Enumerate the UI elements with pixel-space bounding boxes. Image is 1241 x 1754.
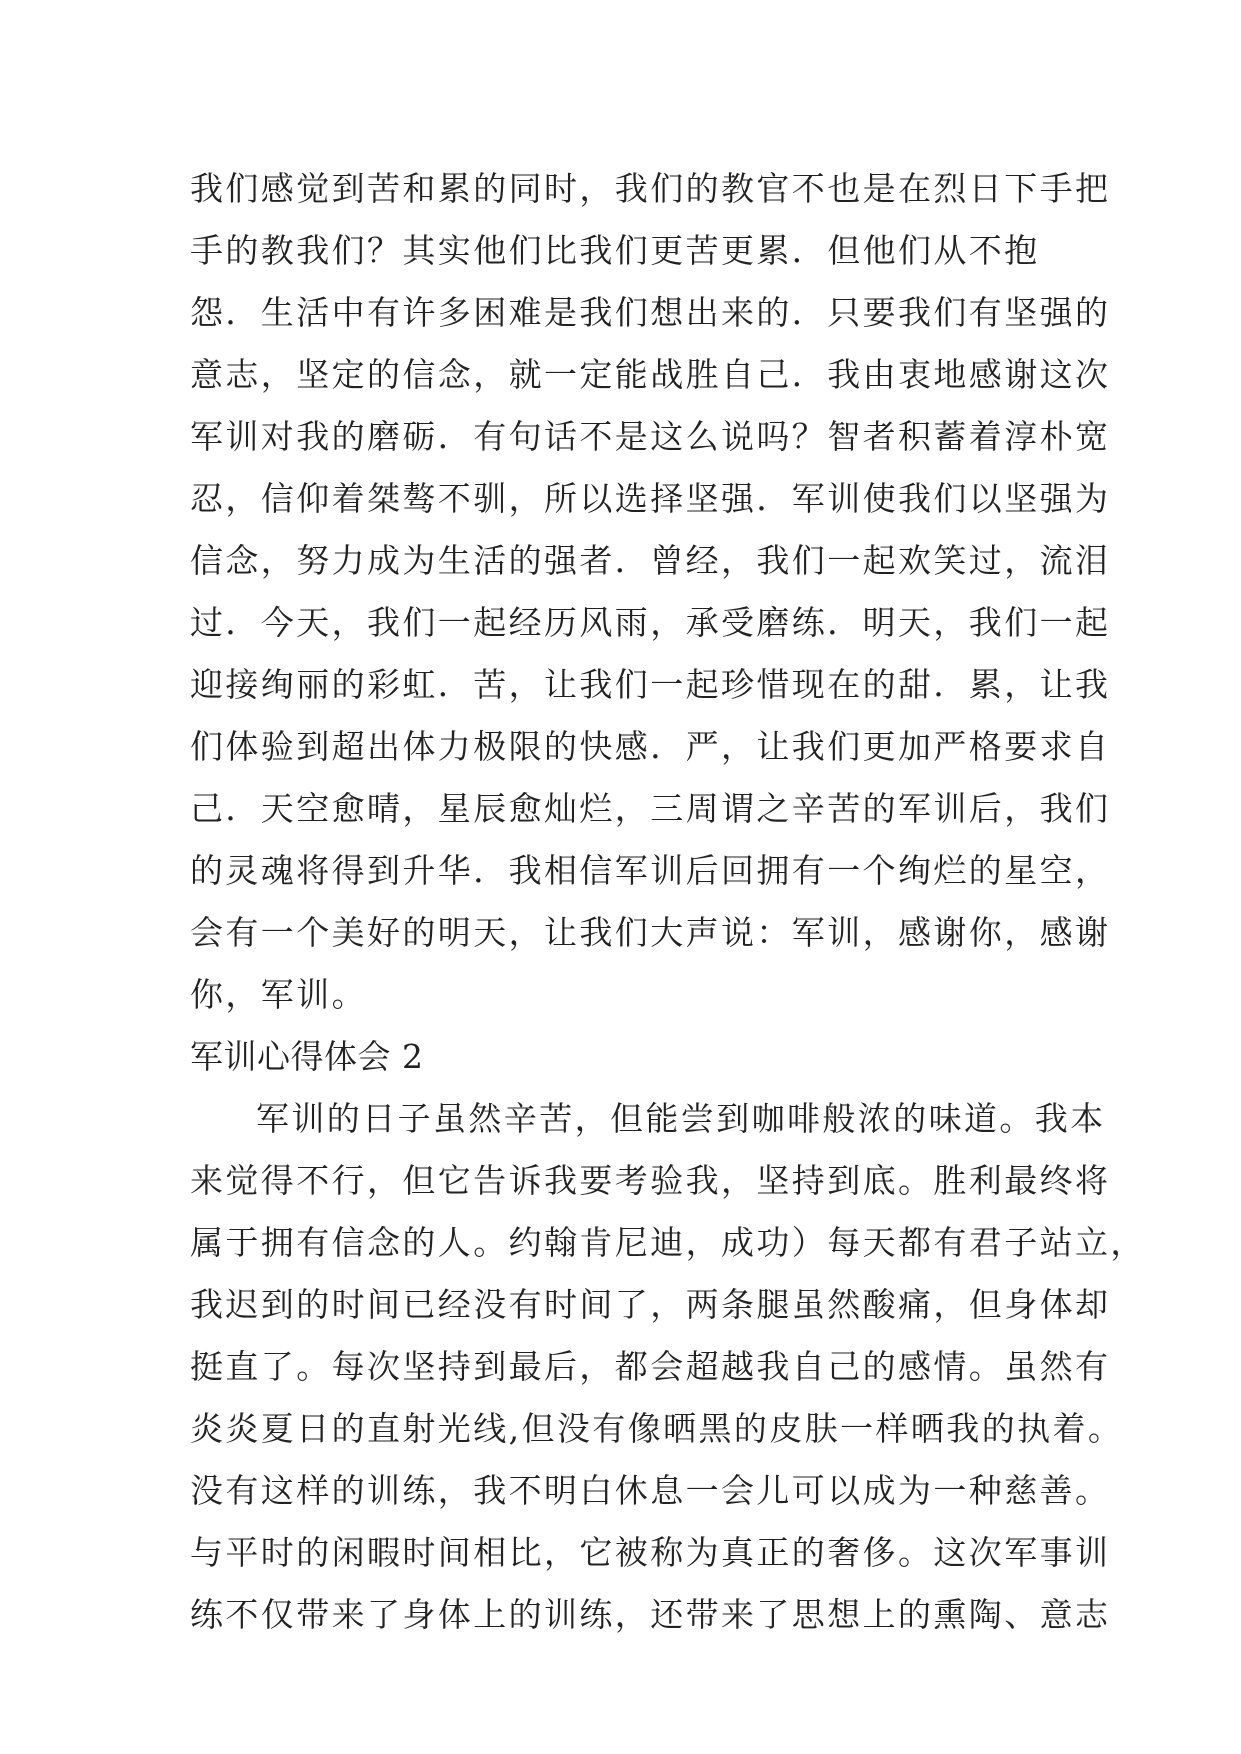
paragraph-line: 己．天空愈晴，星辰愈灿烂，三周谓之辛苦的军训后，我们 (190, 789, 1111, 828)
paragraph-line: 手的教我们？其实他们比我们更苦更累．但他们从不抱 (190, 231, 1040, 270)
section-heading: 军训心得体会 2 (190, 1037, 424, 1076)
paragraph-line: 军训对我的磨砺．有句话不是这么说吗？智者积蓄着淳朴宽 (190, 417, 1111, 456)
paragraph-line: 你，军训。 (190, 975, 367, 1014)
paragraph-line: 意志，坚定的信念，就一定能战胜自己．我由衷地感谢这次 (190, 355, 1111, 394)
paragraph-line: 过．今天，我们一起经历风雨，承受磨练．明天，我们一起 (190, 603, 1111, 642)
document-body (190, 158, 1146, 1646)
paragraph-line: 我们感觉到苦和累的同时，我们的教官不也是在烈日下手把 (190, 169, 1111, 208)
paragraph-line: 没有这样的训练，我不明白休息一会儿可以成为一种慈善。 (190, 1471, 1111, 1510)
paragraph-line: 迎接绚丽的彩虹．苦，让我们一起珍惜现在的甜．累，让我 (190, 665, 1111, 704)
paragraph-line: 我迟到的时间已经没有时间了，两条腿虽然酸痛，但身体却 (190, 1285, 1111, 1324)
paragraph-line: 军训的日子虽然辛苦，但能尝到咖啡般浓的味道。我本 (256, 1099, 1106, 1138)
paragraph-line: 们体验到超出体力极限的快感．严，让我们更加严格要求自 (190, 727, 1111, 766)
paragraph-line: 忍，信仰着桀骜不驯，所以选择坚强．军训使我们以坚强为 (190, 479, 1111, 518)
paragraph-line: 信念，努力成为生活的强者．曾经，我们一起欢笑过，流泪 (190, 541, 1111, 580)
paragraph-line: 属于拥有信念的人。约翰肯尼迪，成功）每天都有君子站立， (190, 1223, 1146, 1262)
paragraph-line: 会有一个美好的明天，让我们大声说：军训，感谢你，感谢 (190, 913, 1111, 952)
paragraph-line: 与平时的闲暇时间相比，它被称为真正的奢侈。这次军事训 (190, 1533, 1111, 1572)
paragraph-line: 练不仅带来了身体上的训练，还带来了思想上的熏陶、意志 (190, 1595, 1111, 1634)
paragraph-line: 炎炎夏日的直射光线,但没有像晒黑的皮肤一样晒我的执着。 (190, 1409, 1124, 1448)
paragraph-line: 怨．生活中有许多困难是我们想出来的．只要我们有坚强的 (190, 293, 1111, 332)
paragraph-line: 来觉得不行，但它告诉我要考验我，坚持到底。胜利最终将 (190, 1161, 1111, 1200)
paragraph-line: 挺直了。每次坚持到最后，都会超越我自己的感情。虽然有 (190, 1347, 1111, 1386)
paragraph-line: 的灵魂将得到升华．我相信军训后回拥有一个绚烂的星空， (190, 851, 1111, 890)
